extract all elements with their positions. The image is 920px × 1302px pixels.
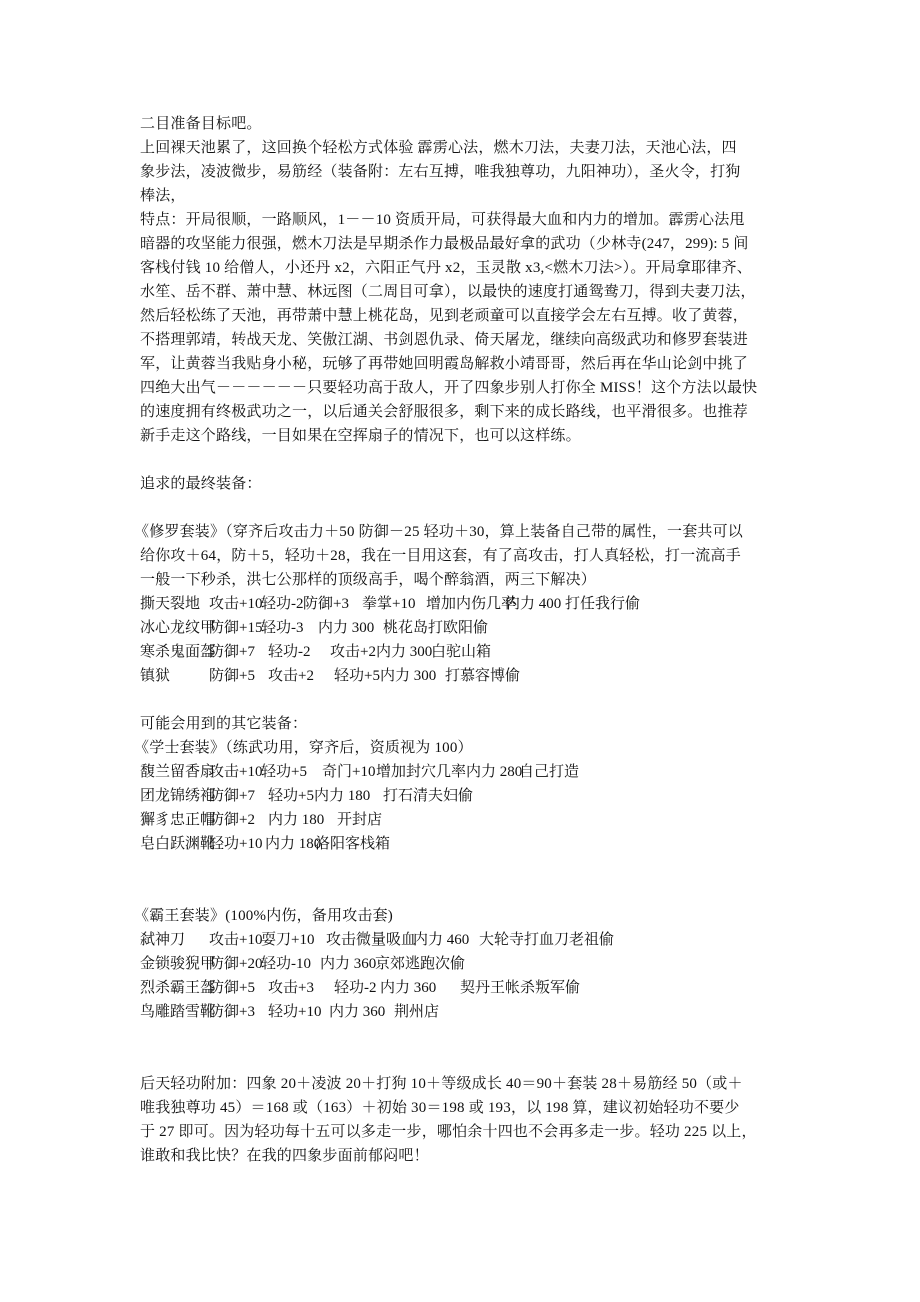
gear-stat: 轻功-10: [261, 956, 311, 972]
gear-stat: 轻功-2: [268, 644, 311, 660]
intro-line: 客栈付钱 10 给僧人，小还丹 x2，六阳正气丹 x2，玉灵散 x3,<燃木刀法>）。开局拿耶律齐、: [140, 260, 752, 276]
gear-effect: 增加封穴几率内力 280: [376, 764, 523, 780]
gear-stat: 防御+5: [209, 668, 255, 684]
intro-line: 四绝大出气－－－－－－只要轻功高于敌人，开了四象步别人打你全 MISS！这个方法以最快: [140, 380, 758, 396]
gear-inner-power: 内力 300: [380, 668, 437, 684]
gear-inner-power: 内力 300: [318, 620, 375, 636]
gear-stat: 奇门+10: [322, 764, 376, 780]
gear-effect: 增加内伤几率: [426, 596, 517, 612]
gear-source: 大轮寺打血刀老祖偷: [479, 932, 615, 948]
intro-line: 新手走这个路线，一目如果在空挥扇子的情况下，也可以这样练。: [140, 428, 581, 444]
gear-name: 馥兰留香扇: [140, 764, 216, 780]
gear-effect: 攻击微量吸血: [326, 932, 417, 948]
gear-inner-power: 内力 300: [376, 644, 433, 660]
gear-row: [140, 1000, 800, 1024]
gear-row: [140, 592, 800, 616]
gear-stat: 防御+15: [209, 620, 263, 636]
gear-name: 金锁骏猊甲: [140, 956, 216, 972]
intro-line: 军，让黄蓉当我贴身小秘，玩够了再带她回明霞岛解救小靖哥哥，然后再在华山论剑中挑了: [140, 356, 749, 372]
set-description-line: 《修罗套装》（穿齐后攻击力＋50 防御－25 轻功＋30，算上装备自己带的属性，一套共可以: [134, 524, 744, 540]
summary-line: 唯我独尊功 45）＝168 或（163）＋初始 30＝198 或 193，以 198 算，建议初始轻功不要少: [140, 1100, 740, 1116]
intro-line: 不搭理郭靖，转战天龙、笑傲江湖、书剑恩仇录、倚天屠龙，继续向高级武功和修罗套装进: [140, 332, 749, 348]
intro-line: 特点：开局很顺，一路顺风，1－－10 资质开局，可获得最大血和内力的增加。霹雳心法甩: [140, 212, 745, 228]
intro-line: 棒法，: [140, 188, 186, 204]
gear-inner-power: 内力 400: [505, 596, 562, 612]
intro-line: 然后轻松练了天池，再带萧中慧上桃花岛，见到老顽童可以直接学会左右互搏。收了黄蓉，: [140, 308, 749, 324]
set-title: 《学士套装》（练武功用，穿齐后，资质视为 100）: [134, 740, 473, 756]
gear-row: [140, 664, 800, 688]
gear-inner-power: 内力 460: [413, 932, 470, 948]
gear-stat: 轻功+10: [209, 836, 263, 852]
gear-inner-power: 内力 360: [320, 956, 377, 972]
gear-stat: 轻功+5: [268, 788, 314, 804]
gear-stat: 轻功-2: [261, 596, 304, 612]
gear-source: 打慕容博偷: [445, 668, 521, 684]
gear-inner-power: 内力 180: [314, 788, 371, 804]
intro-line: 二目准备目标吧。: [140, 116, 262, 132]
gear-stat: 攻击+10: [209, 932, 263, 948]
gear-source: 打任我行偷: [565, 596, 641, 612]
gear-row: [140, 784, 800, 808]
section-heading: 追求的最终装备：: [140, 476, 262, 492]
gear-stat: 攻击+3: [268, 980, 314, 996]
gear-row: [140, 760, 800, 784]
intro-line: 水笙、岳不群、萧中慧、林远图（二周目可拿），以最快的速度打通鸳鸯刀，得到夫妻刀法，: [140, 284, 756, 300]
gear-stat: 轻功-2: [334, 980, 377, 996]
gear-stat: 耍刀+10: [261, 932, 315, 948]
gear-stat: 防御+3: [209, 1004, 255, 1020]
gear-stat: 防御+2: [209, 812, 255, 828]
gear-source: 打石清夫妇偷: [383, 788, 474, 804]
gear-stat: 轻功+5: [261, 764, 307, 780]
gear-stat: 轻功+10: [268, 1004, 322, 1020]
gear-row: [140, 640, 800, 664]
gear-stat: 轻功+5: [334, 668, 380, 684]
summary-line: 谁敢和我比快？在我的四象步面前郁闷吧！: [140, 1148, 429, 1164]
gear-source: 开封店: [337, 812, 383, 828]
gear-stat: 轻功-3: [261, 620, 304, 636]
gear-name: 皂白跃渊靴: [140, 836, 216, 852]
gear-row: [140, 832, 800, 856]
gear-stat: 攻击+2: [330, 644, 376, 660]
gear-stat: 攻击+2: [268, 668, 314, 684]
gear-name: 团龙锦绣袍: [140, 788, 216, 804]
gear-inner-power: 内力 180: [268, 812, 325, 828]
gear-source: 自己打造: [519, 764, 580, 780]
gear-row: [140, 616, 800, 640]
gear-inner-power: 内力 360: [329, 1004, 386, 1020]
gear-source: 荆州店: [394, 1004, 440, 1020]
gear-row: [140, 952, 800, 976]
gear-name: 獬豸忠正帽: [140, 812, 216, 828]
intro-line: 上回裸天池累了，这回换个轻松方式体验 霹雳心法，燃木刀法，夫妻刀法，天池心法，四: [140, 140, 737, 156]
summary-line: 后天轻功附加：四象 20＋凌波 20＋打狗 10＋等级成长 40＝90＋套装 28＋易筋经 50（或＋: [140, 1076, 743, 1092]
set-title: 《霸王套装》(100%内伤，备用攻击套): [134, 908, 393, 924]
gear-stat: 防御+3: [303, 596, 349, 612]
gear-name: 冰心龙纹甲: [140, 620, 216, 636]
gear-source: 桃花岛打欧阳偷: [383, 620, 489, 636]
gear-stat: 攻击+10: [209, 596, 263, 612]
section-heading: 可能会用到的其它装备：: [140, 716, 308, 732]
gear-source: 京郊逃跑次偷: [375, 956, 466, 972]
intro-line: 的速度拥有终极武功之一，以后通关会舒服很多，剩下来的成长路线，也平滑很多。也推荐: [140, 404, 749, 420]
gear-name: 鸟雕踏雪靴: [140, 1004, 216, 1020]
gear-name: 镇狱: [140, 668, 171, 684]
gear-stat: 防御+20: [209, 956, 263, 972]
gear-name: 寒杀鬼面盔: [140, 644, 216, 660]
gear-row: [140, 808, 800, 832]
gear-inner-power: 内力 360: [380, 980, 437, 996]
gear-name: 撕天裂地: [140, 596, 201, 612]
gear-source: 洛阳客栈箱: [315, 836, 391, 852]
gear-stat: 拳掌+10: [362, 596, 416, 612]
gear-name: 弑神刀: [140, 932, 186, 948]
intro-line: 象步法，凌波微步，易筋经（装备附：左右互搏，唯我独尊功，九阳神功），圣火令，打狗: [140, 164, 741, 180]
gear-stat: 攻击+10: [209, 764, 263, 780]
gear-row: [140, 928, 800, 952]
gear-source: 契丹王帐杀叛军偷: [460, 980, 581, 996]
summary-line: 于 27 即可。因为轻功每十五可以多走一步，哪怕余十四也不会再多走一步。轻功 225 以上，: [140, 1124, 757, 1140]
gear-stat: 防御+5: [209, 980, 255, 996]
gear-stat: 防御+7: [209, 788, 255, 804]
gear-inner-power: 内力 180: [265, 836, 322, 852]
gear-source: 白驼山箱: [431, 644, 492, 660]
set-description-line: 一般一下秒杀，洪七公那样的顶级高手，喝个醉翁酒，两三下解决）: [140, 572, 597, 588]
gear-name: 烈杀霸王盔: [140, 980, 216, 996]
set-description-line: 给你攻＋64，防＋5，轻功＋28，我在一目用这套，有了高攻击，打人真轻松，打一流高手: [140, 548, 741, 564]
intro-line: 暗器的攻坚能力很强，燃木刀法是早期杀作力最极品最好拿的武功（少林寺(247，299): 5 间: [140, 236, 749, 252]
gear-row: [140, 976, 800, 1000]
gear-stat: 防御+7: [209, 644, 255, 660]
